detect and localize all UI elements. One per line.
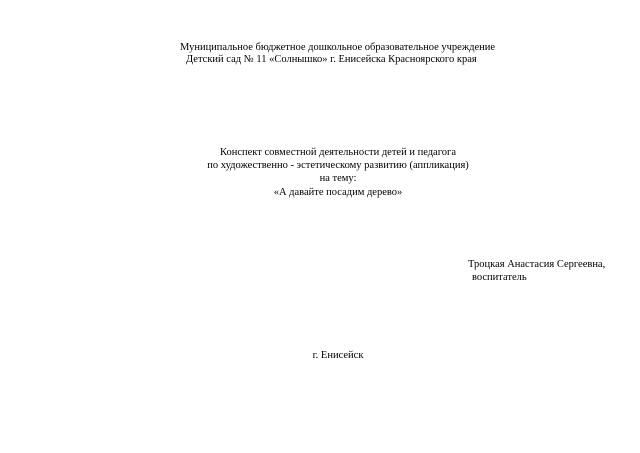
title-line-3: на тему:	[319, 173, 357, 184]
title-topic: «А давайте посадим дерево»	[273, 187, 403, 198]
title-line-1: Конспект совместной деятельности детей и педагога	[220, 147, 456, 158]
author-role: воспитатель	[472, 272, 527, 283]
institution-name: Муниципальное бюджетное дошкольное образовательное учреждение	[180, 42, 495, 53]
institution-address: Детский сад № 11 «Солнышко» г. Енисейска Красноярского края	[186, 54, 477, 65]
city: г. Енисейск	[312, 350, 364, 361]
author-name: Троцкая Анастасия Сергеевна,	[468, 259, 606, 270]
title-line-2: по художественно - эстетическому развитию (аппликация)	[207, 160, 469, 171]
